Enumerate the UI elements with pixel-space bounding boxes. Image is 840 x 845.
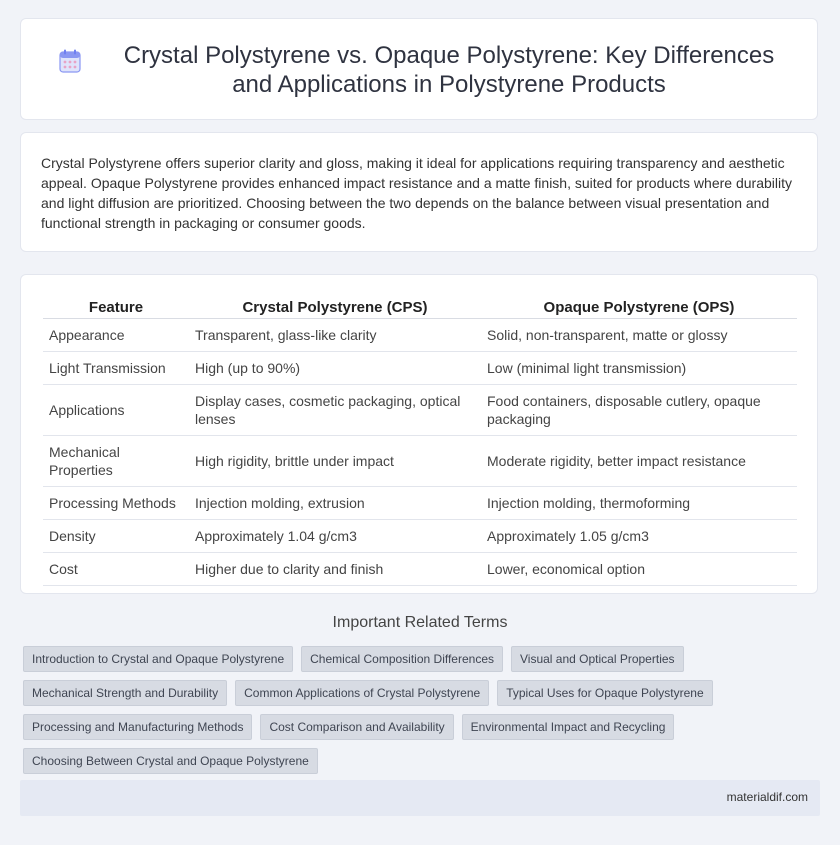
related-term-tag[interactable]: Introduction to Crystal and Opaque Polystyrene [23,646,293,672]
table-cell: Applications [43,385,189,436]
header-cps: Crystal Polystyrene (CPS) [189,295,481,319]
header-card [20,18,818,120]
site-name[interactable]: materialdif.com [726,790,808,804]
table-header-row [43,295,797,319]
table-cell: High (up to 90%) [189,352,481,385]
table-cell: Light Transmission [43,352,189,385]
table-row [43,553,797,586]
table-row [43,385,797,436]
table-cell: Appearance [43,319,189,352]
table-cell: High rigidity, brittle under impact [189,436,481,487]
related-term-tag[interactable]: Common Applications of Crystal Polystyrene [235,680,489,706]
table-row [43,436,797,487]
table-cell: Approximately 1.05 g/cm3 [481,520,797,553]
table-cell: Moderate rigidity, better impact resistance [481,436,797,487]
related-term-tag[interactable]: Choosing Between Crystal and Opaque Polystyrene [23,748,318,774]
comparison-card [20,274,818,594]
table-cell: Approximately 1.04 g/cm3 [189,520,481,553]
table-cell: Food containers, disposable cutlery, opaque packaging [481,385,797,436]
related-terms-title: Important Related Terms [332,614,508,631]
table-row [43,319,797,352]
table-cell: Higher due to clarity and finish [189,553,481,586]
related-term-tag[interactable]: Cost Comparison and Availability [260,714,453,740]
page-title: Crystal Polystyrene vs. Opaque Polystyrene: Key Differences and Applications in Polystyrene Products [123,42,775,98]
table-cell: Cost [43,553,189,586]
table-cell: Injection molding, extrusion [189,487,481,520]
calendar-icon [59,49,81,73]
related-term-tag[interactable]: Processing and Manufacturing Methods [23,714,252,740]
table-cell: Lower, economical option [481,553,797,586]
table-row [43,352,797,385]
header-feature: Feature [43,295,189,319]
table-cell: Solid, non-transparent, matte or glossy [481,319,797,352]
table-cell: Mechanical Properties [43,436,189,487]
table-cell: Processing Methods [43,487,189,520]
table-cell: Injection molding, thermoforming [481,487,797,520]
table-row [43,520,797,553]
related-term-tag[interactable]: Typical Uses for Opaque Polystyrene [497,680,712,706]
table-cell: Density [43,520,189,553]
table-cell: Display cases, cosmetic packaging, optical lenses [189,385,481,436]
intro-card [20,132,818,252]
table-cell: Transparent, glass-like clarity [189,319,481,352]
table-cell: Low (minimal light transmission) [481,352,797,385]
footer [20,780,820,816]
header-ops: Opaque Polystyrene (OPS) [481,295,797,319]
related-term-tag[interactable]: Chemical Composition Differences [301,646,503,672]
related-term-tag[interactable]: Visual and Optical Properties [511,646,684,672]
comparison-table [43,295,797,586]
related-term-tag[interactable]: Environmental Impact and Recycling [462,714,675,740]
related-terms-list [23,646,723,774]
related-term-tag[interactable]: Mechanical Strength and Durability [23,680,227,706]
intro-text: Crystal Polystyrene offers superior clarity and gloss, making it ideal for applications requiring transparency and aesthetic appeal. Opaque Polystyrene provides enhanced impact resistance and a matte finish, suited for products where durability and light diffusion are prioritized. Choosing between the two depends on the balance between visual presentation and functional strength in packaging or consumer goods. [41,155,792,231]
table-row [43,487,797,520]
